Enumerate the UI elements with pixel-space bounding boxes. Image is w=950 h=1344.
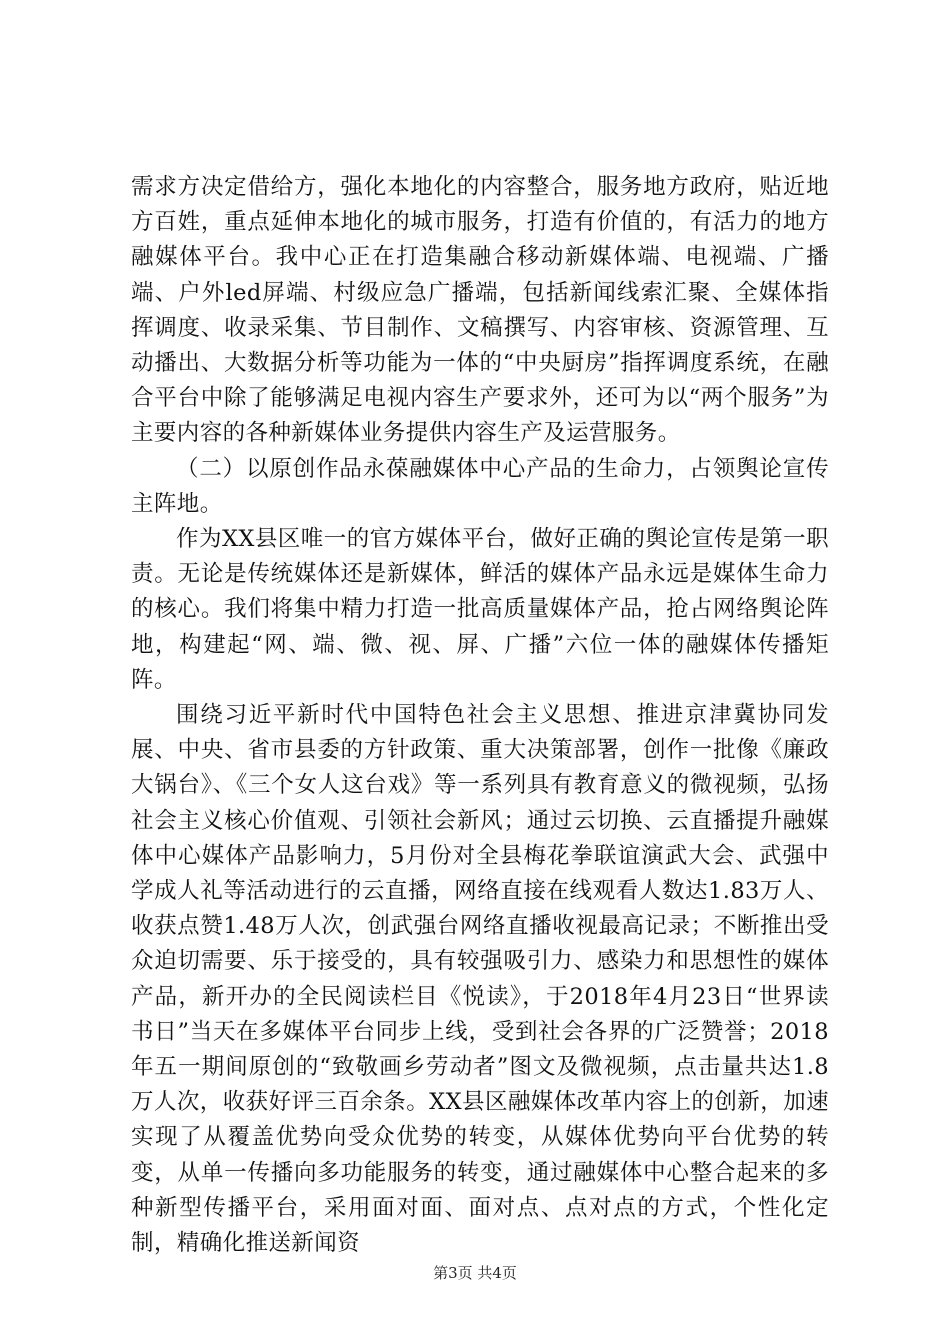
document-body bbox=[131, 170, 829, 1261]
paragraph-original-content: 围绕习近平新时代中国特色社会主义思想、推进京津冀协同发展、中央、省市县委的方针政策、重大决策部署，创作一批像《廉政大锅台》、《三个女人这台戏》等一系列具有教育意义的微视频，弘扬社会主义核心价值观、引领社会新风；通过云切换、云直播提升融媒体中心媒体产品影响力，5月份对全县梅花拳联谊演武大会、武强中学成人礼等活动进行的云直播，网络直接在线观看人数达1.83万人、收获点赞1.48万人次，创武强台网络直播收视最高记录；不断推出受众迫切需要、乐于接受的，具有较强吸引力、感染力和思想性的媒体产品，新开办的全民阅读栏目《悦读》，于2018年4月23日“世界读书日”当天在多媒体平台同步上线，受到社会各界的广泛赞誉；2018年五一期间原创的“致敬画乡劳动者”图文及微视频，点击量共达1.8万人次，收获好评三百余条。XX县区融媒体改革内容上的创新，加速实现了从覆盖优势向受众优势的转变，从媒体优势向平台优势的转变，从单一传播向多功能服务的转变，通过融媒体中心整合起来的多种新型传播平台，采用面对面、面对点、点对点的方式，个性化定制，精确化推送新闻资 bbox=[131, 702, 829, 1257]
paragraph-continuation: 需求方决定借给方，强化本地化的内容整合，服务地方政府，贴近地方百姓，重点延伸本地化的城市服务，打造有价值的，有活力的地方融媒体平台。我中心正在打造集融合移动新媒体端、电视端、广播端、户外led屏端、村级应急广播端，包括新闻线索汇聚、全媒体指挥调度、收录采集、节目制作、文稿撰写、内容审核、资源管理、互动播出、大数据分析等功能为一体的“中央厨房”指挥调度系统，在融合平台中除了能够满足电视内容生产要求外，还可为以“两个服务”为主要内容的各种新媒体业务提供内容生产及运营服务。 bbox=[131, 174, 829, 447]
page-footer: 第3页 共4页 bbox=[433, 1264, 517, 1282]
paragraph-official-media: 作为XX县区唯一的官方媒体平台，做好正确的舆论宣传是第一职责。无论是传统媒体还是新媒体，鲜活的媒体产品永远是媒体生命力的核心。我们将集中精力打造一批高质量媒体产品，抢占网络舆论阵地，构建起“网、端、微、视、屏、广播”六位一体的融媒体传播矩阵。 bbox=[131, 526, 829, 693]
paragraph-section-heading: （二）以原创作品永葆融媒体中心产品的生命力，占领舆论宣传主阵地。 bbox=[131, 455, 829, 517]
